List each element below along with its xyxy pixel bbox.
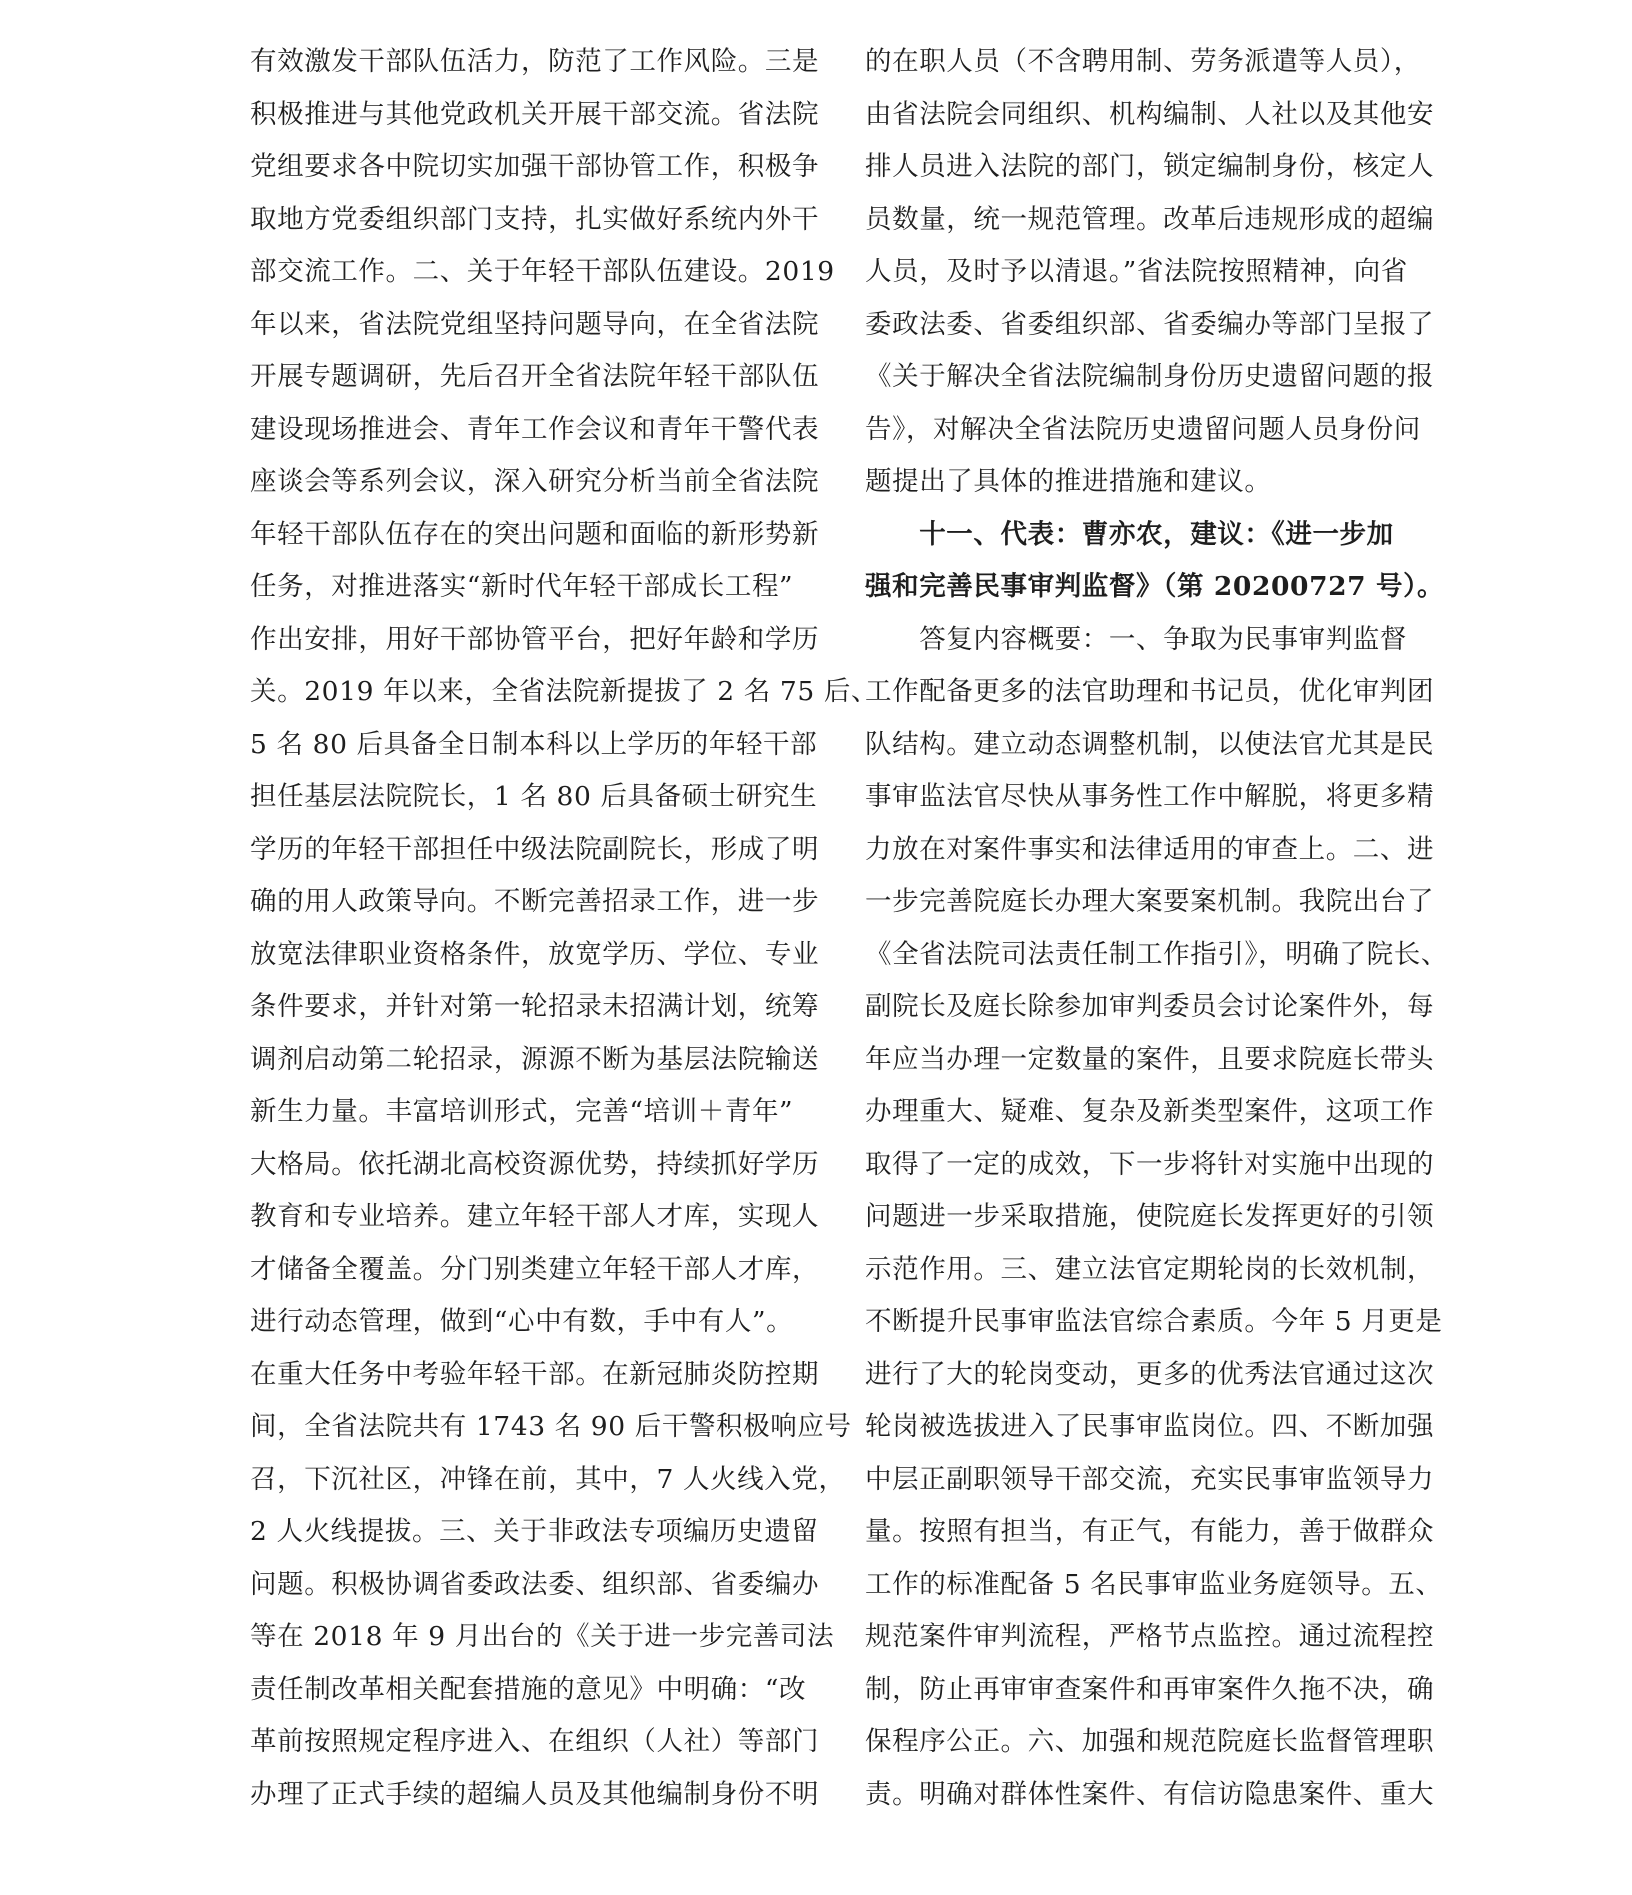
text-line: 委政法委、省委组织部、省委编办等部门呈报了 [865, 308, 1435, 340]
text-line: 示范作用。三、建立法官定期轮岗的长效机制， [865, 1253, 1435, 1285]
left-text-column [250, 36, 879, 1821]
text-line: 量。按照有担当，有正气，有能力，善于做群众 [865, 1516, 1435, 1547]
text-line: 等在 2018 年 9 月出台的《关于进一步完善司法 [250, 1621, 835, 1652]
text-line: 保程序公正。六、加强和规范院庭长监督管理职 [865, 1726, 1435, 1757]
text-line: 事审监法官尽快从事务性工作中解脱，将更多精 [865, 781, 1435, 812]
text-line: 不断提升民事审监法官综合素质。今年 5 月更是 [865, 1306, 1443, 1337]
text-line: 排人员进入法院的部门，锁定编制身份，核定人 [865, 151, 1435, 182]
text-line: 确的用人政策导向。不断完善招录工作，进一步 [250, 886, 820, 917]
text-line: 条件要求，并针对第一轮招录未招满计划，统筹 [250, 991, 820, 1022]
text-line: 5 名 80 后具备全日制本科以上学历的年轻干部 [250, 728, 818, 760]
text-line: 革前按照规定程序进入、在组织（人社）等部门 [250, 1726, 820, 1757]
text-line: 责。明确对群体性案件、有信访隐患案件、重大 [865, 1778, 1435, 1810]
text-line: 建设现场推进会、青年工作会议和青年干警代表 [250, 413, 820, 445]
text-line: 才储备全覆盖。分门别类建立年轻干部人才库， [250, 1253, 820, 1285]
text-line: 进行了大的轮岗变动，更多的优秀法官通过这次 [865, 1358, 1435, 1390]
text-line: 的在职人员（不含聘用制、劳务派遣等人员）， [865, 46, 1421, 77]
text-line: 队结构。建立动态调整机制，以使法官尤其是民 [865, 728, 1435, 760]
text-line: 《关于解决全省法院编制身份历史遗留问题的报 [865, 361, 1435, 392]
text-line: 取地方党委组织部门支持，扎实做好系统内外干 [250, 203, 820, 235]
text-line: 由省法院会同组织、机构编制、人社以及其他安 [865, 98, 1435, 130]
text-line: 学历的年轻干部担任中级法院副院长，形成了明 [250, 833, 820, 865]
text-line: 员数量，统一规范管理。改革后违规形成的超编 [865, 203, 1435, 235]
text-line: 人员，及时予以清退。”省法院按照精神，向省 [865, 256, 1408, 287]
text-line: 大格局。依托湖北高校资源优势，持续抓好学历 [250, 1148, 820, 1180]
text-line: 问题。积极协调省委政法委、组织部、省委编办 [250, 1568, 820, 1600]
text-line: 工作的标准配备 5 名民事审监业务庭领导。五、 [865, 1568, 1443, 1600]
text-line: 关。2019 年以来，全省法院新提拔了 2 名 75 后、 [250, 676, 879, 707]
text-line: 座谈会等系列会议，深入研究分析当前全省法院 [250, 466, 820, 497]
text-line: 制，防止再审审查案件和再审案件久拖不决，确 [865, 1673, 1435, 1705]
text-line: 答复内容概要：一、争取为民事审判监督 [865, 623, 1407, 655]
text-line: 调剂启动第二轮招录，源源不断为基层法院输送 [250, 1043, 820, 1075]
text-line: 部交流工作。二、关于年轻干部队伍建设。2019 [250, 256, 835, 287]
text-line: 副院长及庭长除参加审判委员会讨论案件外，每 [865, 991, 1435, 1022]
text-line: 《全省法院司法责任制工作指引》，明确了院长、 [865, 938, 1448, 970]
text-line: 作出安排，用好干部协管平台，把好年龄和学历 [250, 623, 820, 655]
text-line: 在重大任务中考验年轻干部。在新冠肺炎防控期 [250, 1358, 820, 1390]
text-line: 新生力量。丰富培训形式，完善“培训＋青年” [250, 1096, 794, 1127]
text-line: 党组要求各中院切实加强干部协管工作，积极争 [250, 151, 820, 182]
right-text-column [865, 36, 1448, 1821]
text-line: 告》，对解决全省法院历史遗留问题人员身份问 [865, 413, 1421, 445]
text-line: 一步完善院庭长办理大案要案机制。我院出台了 [865, 886, 1435, 917]
text-line: 办理重大、疑难、复杂及新类型案件，这项工作 [865, 1096, 1435, 1127]
text-line: 年轻干部队伍存在的突出问题和面临的新形势新 [250, 518, 820, 550]
text-line: 规范案件审判流程，严格节点监控。通过流程控 [865, 1621, 1435, 1652]
text-line: 轮岗被选拔进入了民事审监岗位。四、不断加强 [865, 1411, 1435, 1442]
text-line: 间，全省法院共有 1743 名 90 后干警积极响应号 [250, 1411, 852, 1442]
text-line: 教育和专业培养。建立年轻干部人才库，实现人 [250, 1201, 820, 1232]
text-line: 力放在对案件事实和法律适用的审查上。二、进 [865, 833, 1435, 865]
text-line: 担任基层法院院长，1 名 80 后具备硕士研究生 [250, 781, 818, 812]
text-line: 办理了正式手续的超编人员及其他编制身份不明 [250, 1778, 820, 1810]
text-line: 年应当办理一定数量的案件，且要求院庭长带头 [865, 1043, 1435, 1075]
text-line: 积极推进与其他党政机关开展干部交流。省法院 [250, 98, 820, 130]
text-line: 放宽法律职业资格条件，放宽学历、学位、专业 [250, 938, 820, 970]
text-line: 进行动态管理，做到“心中有数，手中有人”。 [250, 1306, 794, 1337]
text-line: 有效激发干部队伍活力，防范了工作风险。三是 [250, 46, 820, 77]
text-line: 开展专题调研，先后召开全省法院年轻干部队伍 [250, 361, 820, 392]
text-line: 问题进一步采取措施，使院庭长发挥更好的引领 [865, 1201, 1435, 1232]
section-heading-line: 强和完善民事审判监督》（第 20200727 号）。 [865, 571, 1445, 602]
text-line: 召，下沉社区，冲锋在前，其中，7 人火线入党， [250, 1463, 846, 1495]
text-line: 题提出了具体的推进措施和建议。 [865, 466, 1272, 497]
text-line: 任务，对推进落实“新时代年轻干部成长工程” [250, 571, 794, 602]
text-line: 2 人火线提拔。三、关于非政法专项编历史遗留 [250, 1516, 819, 1547]
text-line: 责任制改革相关配套措施的意见》中明确：“改 [250, 1673, 807, 1705]
text-line: 工作配备更多的法官助理和书记员，优化审判团 [865, 676, 1435, 707]
text-line: 取得了一定的成效，下一步将针对实施中出现的 [865, 1148, 1435, 1180]
text-line: 年以来，省法院党组坚持问题导向，在全省法院 [250, 308, 820, 340]
section-heading-line: 十一、代表：曹亦农，建议：《进一步加 [865, 518, 1394, 550]
text-line: 中层正副职领导干部交流，充实民事审监领导力 [865, 1463, 1435, 1495]
